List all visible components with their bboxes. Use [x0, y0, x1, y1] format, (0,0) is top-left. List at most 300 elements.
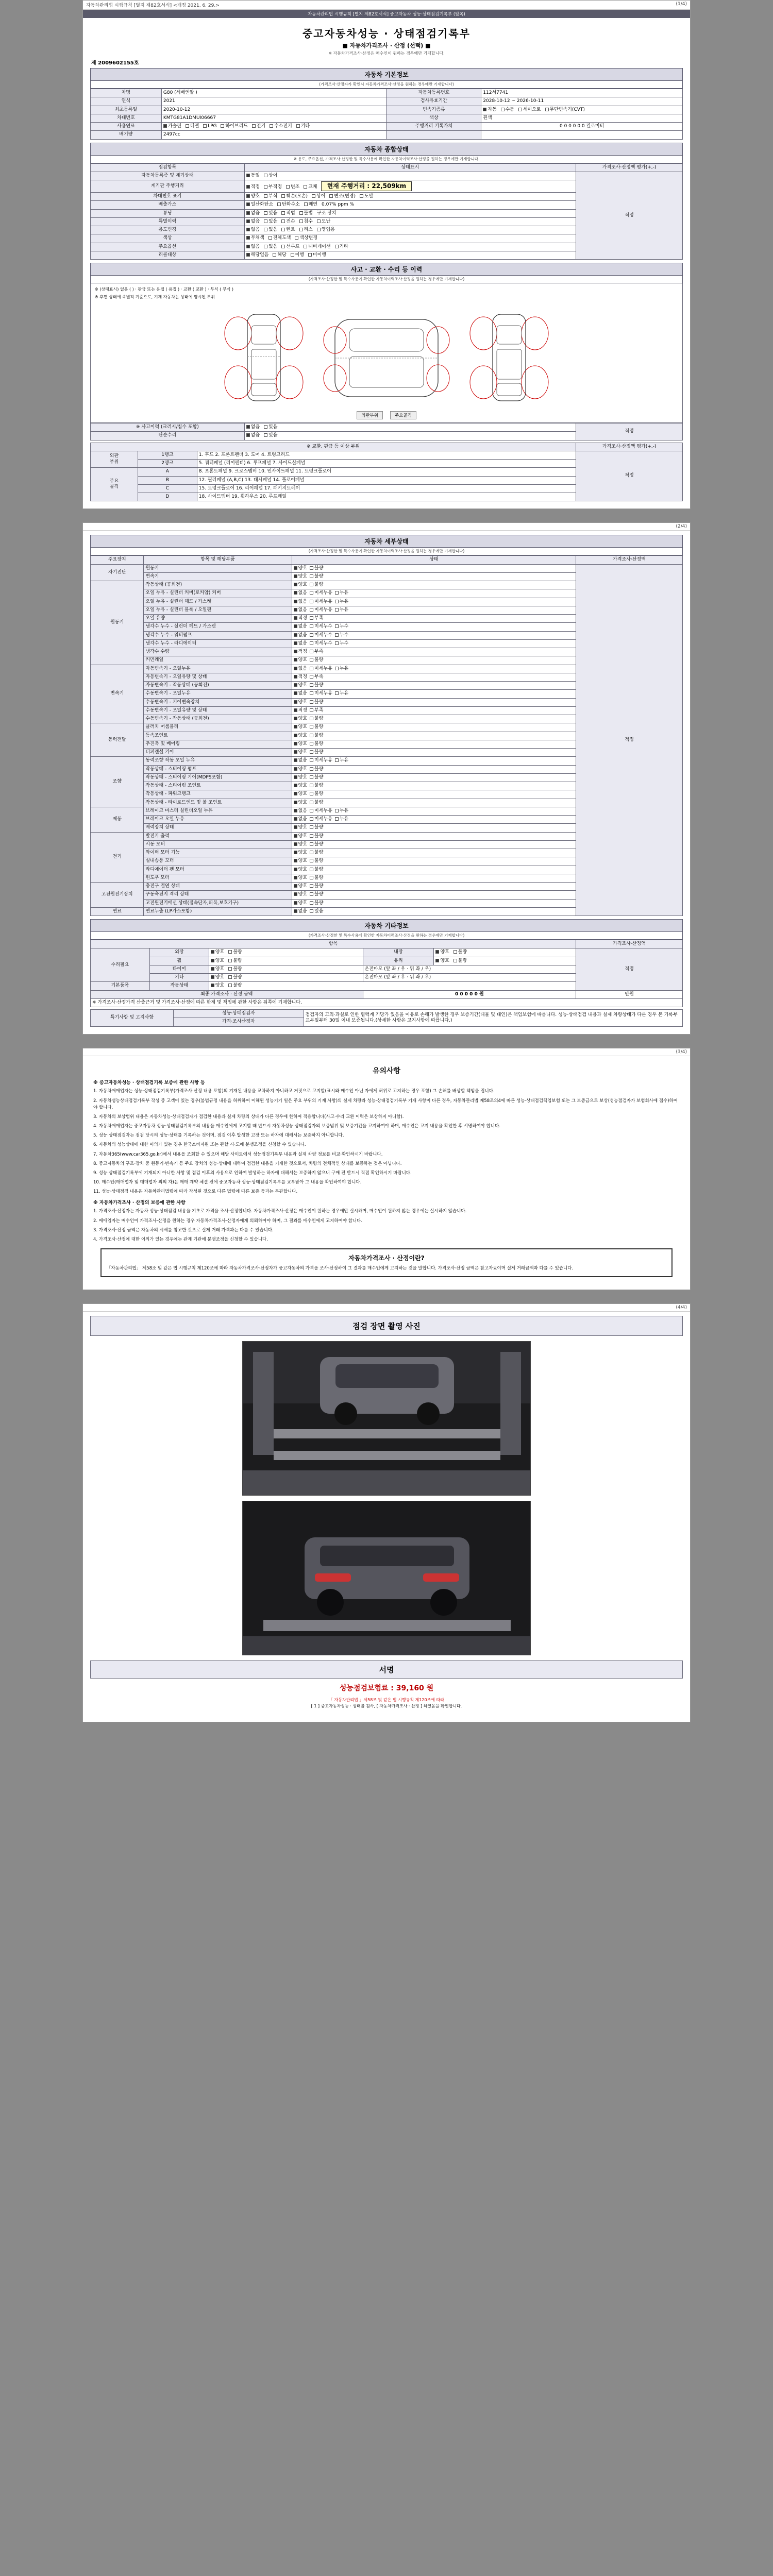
checkbox-option[interactable]: 불량 — [310, 724, 323, 730]
checkbox-option[interactable]: 불량 — [310, 884, 323, 889]
checkbox-option[interactable]: 있음 — [310, 909, 323, 914]
row-label: 수동변속기 - 작동상태 (공회전) — [144, 715, 292, 723]
tuning-note: 구조 장치 — [316, 210, 337, 216]
checkbox-option[interactable]: 미세누유 — [310, 758, 332, 764]
checkbox-option[interactable]: 내비게이션 — [304, 244, 330, 250]
checkbox-option[interactable]: 불량 — [228, 983, 242, 989]
page-subtitle: ■ 자동차가격조사 · 산정 (선택) ■ — [342, 42, 431, 49]
car-top-diagram — [320, 305, 453, 408]
checkbox-option[interactable]: 양호 — [294, 750, 307, 755]
checkbox-option[interactable]: 색상변경 — [295, 235, 317, 241]
checkbox-option[interactable]: 리스 — [299, 227, 313, 233]
checkbox-option[interactable]: 없음 — [294, 641, 307, 647]
checkbox-option[interactable]: 미세누수 — [310, 624, 332, 630]
row-options — [292, 757, 576, 765]
row-label: 와이퍼 모터 기능 — [144, 849, 292, 857]
checkbox-option[interactable]: 가솔린 — [163, 124, 181, 129]
checkbox-option[interactable]: 해당없음 — [246, 252, 269, 258]
row-label: 작동상태 - 타이로드엔드 및 볼 조인트 — [144, 799, 292, 807]
row-options — [292, 857, 576, 866]
row-options — [292, 581, 576, 589]
checkbox-option[interactable]: 불량 — [310, 800, 323, 806]
checkbox-option[interactable]: 없음 — [294, 758, 307, 764]
checkbox-option[interactable]: 양호 — [294, 783, 307, 789]
checkbox-option[interactable]: 적정 — [294, 674, 307, 680]
section-overall-band: 자동차 종합상태 — [90, 143, 683, 156]
checkbox-option[interactable]: 불량 — [310, 750, 323, 755]
checkbox-option[interactable]: 없음 — [246, 211, 260, 216]
checkbox-option[interactable]: 양호 — [294, 867, 307, 873]
checkbox-option[interactable]: 수소전기 — [270, 124, 292, 129]
row-options — [244, 243, 576, 251]
row-options — [292, 807, 576, 815]
checkbox-option[interactable]: 불량 — [310, 842, 323, 848]
checkbox-option[interactable]: 미세누유 — [310, 691, 332, 697]
group-label: 동력전달 — [91, 723, 144, 757]
checkbox-option[interactable]: 디젤 — [186, 124, 199, 129]
checkbox-option[interactable]: 없음 — [294, 633, 307, 638]
row-label: 브레이크 마스터 실린더오일 누유 — [144, 807, 292, 815]
table-row — [91, 998, 683, 1007]
checkbox-option[interactable]: 교체 — [304, 184, 317, 190]
row-label: 주요옵션 — [91, 243, 245, 251]
row-label: 타이어 — [149, 965, 209, 973]
notice-body — [90, 1080, 683, 1244]
field-label: 변속기종류 — [386, 106, 481, 114]
checkbox-option[interactable]: 하이브리드 — [221, 124, 247, 129]
checkbox-option[interactable]: 누수 — [335, 633, 348, 638]
parts-list: 12. 필러패널 (A,B,C) 13. 대시패널 14. 플로어패널 — [197, 476, 576, 484]
row-label: 추진축 및 베어링 — [144, 740, 292, 748]
checkbox-option[interactable]: 미세누수 — [310, 633, 332, 638]
checkbox-option[interactable]: 누유 — [335, 666, 348, 672]
section-overall-note: ※ 용도, 주요옵션, 가격조사·산정한 및 특수사용에 확인한 자동차이력조사·산정을 원하는 경우에만 기재합니다. — [90, 156, 683, 163]
checkbox-option[interactable]: 양호 — [246, 194, 260, 199]
checkbox-option[interactable]: 양호 — [211, 958, 224, 964]
checkbox-option[interactable]: 전기 — [252, 124, 265, 129]
notice-item: 3. 가격조사·산정 금액은 자동차의 시세를 참고한 것으로 실제 거래 가격과는 다를 수 있습니다. — [93, 1227, 274, 1233]
notice-title: 유의사항 — [372, 1066, 401, 1075]
checkbox-option[interactable]: 자동 — [483, 107, 496, 113]
grade-label: 2랭크 — [138, 460, 197, 468]
checkbox-option[interactable]: 양호 — [294, 892, 307, 897]
col-header: 점검항목 — [91, 163, 245, 172]
checkbox-option[interactable]: 없음 — [294, 607, 307, 613]
checkbox-option[interactable]: 누수 — [335, 641, 348, 647]
page-1-topbar — [83, 1, 690, 10]
checkbox-option[interactable]: 불량 — [310, 834, 323, 839]
row-label: 작동상태 - 스티어링 기어(MDPS포함) — [144, 773, 292, 782]
checkbox-option[interactable]: 없음 — [294, 590, 307, 596]
row-options — [292, 698, 576, 706]
col-header: 항목 및 해당부품 — [144, 556, 292, 564]
checkbox-option[interactable]: 있음 — [264, 425, 277, 430]
checkbox-option[interactable]: 있음 — [264, 219, 277, 225]
checkbox-option[interactable]: 양호 — [294, 884, 307, 889]
col-header: 가격조사·산정액 — [576, 556, 683, 564]
row-label: 냉각수 누수 - 실린더 헤드 / 가스켓 — [144, 623, 292, 631]
field-label: 주행거리 기록가치 — [386, 123, 481, 131]
row-label: 고전원전기배선 상태(접속단자,피복,보호기구) — [144, 899, 292, 907]
checkbox-option[interactable]: 양호 — [294, 875, 307, 881]
checkbox-option[interactable]: 무채색 — [246, 235, 264, 241]
row-label: ※ 사고이력 (크러시/침수 포함) — [91, 423, 245, 432]
row-label: 단순수리 — [91, 432, 245, 440]
checkbox-option[interactable]: 없음 — [246, 425, 260, 430]
checkbox-option[interactable]: 불량 — [310, 783, 323, 789]
row-label: 내장 — [363, 948, 434, 957]
row-label: 브레이크 오일 누유 — [144, 816, 292, 824]
checkbox-option[interactable]: 불량 — [228, 967, 242, 972]
checkbox-option[interactable]: 양호 — [294, 657, 307, 663]
row-options — [292, 682, 576, 690]
basic-info-table — [90, 89, 683, 140]
checkbox-option[interactable]: 양호 — [211, 983, 224, 989]
checkbox-option[interactable]: 있음 — [264, 244, 277, 250]
checkbox-option[interactable]: 기타 — [296, 124, 310, 129]
checkbox-option[interactable]: 부족 — [310, 708, 323, 714]
checkbox-option[interactable]: 양호 — [294, 825, 307, 831]
row-label: 발전기 출력 — [144, 832, 292, 840]
checkbox-option[interactable]: 적정 — [294, 708, 307, 714]
checkbox-option[interactable]: 불량 — [310, 657, 323, 663]
row-options — [292, 631, 576, 639]
notice-item: 9. 성능·상태점검기록부에 기재되지 아니한 사항 및 점검 이후의 사용으로 인하여 발생하는 하자에 대해서는 보증하지 않으니 구매 전 반드시 직접 확인하시기 바랍니다. — [93, 1170, 412, 1176]
checkbox-option[interactable]: 불량 — [310, 775, 323, 781]
page-3 — [82, 1048, 691, 1290]
checkbox-option[interactable]: 양호 — [294, 858, 307, 864]
row-label: 수동변속기 - 오일유량 및 상태 — [144, 706, 292, 715]
checkbox-option[interactable]: 없음 — [246, 433, 260, 438]
checkbox-option[interactable]: 세미오토 — [518, 107, 541, 113]
eval-value: 적정 — [576, 564, 683, 916]
field-value: 0 0 0 0 0 0 킬로미터 — [481, 123, 683, 131]
checkbox-option[interactable]: 양호 — [294, 767, 307, 772]
page-mark-1: (1/4) — [676, 2, 687, 7]
checkbox-option[interactable]: 불량 — [310, 683, 323, 688]
checkbox-option[interactable]: 양호 — [211, 975, 224, 980]
total-label: 최종 가격조사 · 산정 금액 — [91, 990, 363, 998]
row-options — [292, 740, 576, 748]
checkbox-option[interactable]: 전체도색 — [268, 235, 291, 241]
checkbox-option[interactable]: 불량 — [310, 867, 323, 873]
checkbox-option[interactable]: 없음 — [294, 624, 307, 630]
notice-item: 10. 매수인(매매업자 및 매매업자 외의 자)은 매매 계약 체결 전에 중고자동차 성능·상태점검기록부를 교부받아 그 내용을 확인하여야 합니다. — [93, 1180, 362, 1185]
group-label: 수리필요 — [91, 948, 150, 982]
checkbox-option[interactable]: 적정 — [294, 649, 307, 655]
field-value: 112서7741 — [481, 89, 683, 97]
row-options — [209, 957, 363, 965]
row-options — [209, 982, 576, 990]
table-row — [91, 172, 683, 180]
table-row — [91, 990, 683, 998]
checkbox-option[interactable]: 도말 — [360, 194, 373, 199]
row-label: 디퍼렌셜 기어 — [144, 749, 292, 757]
row-label: 냉각수 수량 — [144, 648, 292, 656]
checkbox-option[interactable]: 불법 — [299, 211, 313, 216]
row-label: 동력조향 작동 오일 누유 — [144, 757, 292, 765]
checkbox-option[interactable]: 누유 — [335, 590, 348, 596]
notice-item: 2. 자동차성능상태점검기록부 작성 중 고객이 있는 경우(불법규정 내용을 허위하여 이해된 성능기기 일은 주요 부위의 기재 사항)의 실제 차량과 성능·상태점검기록부 기재 사항이 다른 경우, 자동차관리법 제58조의4에 따른 성능·상태점검책임보험 또는 그 보증금으로 보상(성능점검자가 보험회사에 접수)하여야 합니다. — [93, 1098, 678, 1110]
checkbox-option[interactable]: 부족 — [310, 674, 323, 680]
eval-value: 적정 — [576, 423, 683, 440]
row-options — [209, 948, 363, 957]
checkbox-option[interactable]: 선루프 — [281, 244, 299, 250]
checkbox-option[interactable]: 양호 — [435, 950, 449, 955]
row-options — [292, 673, 576, 681]
checkbox-option[interactable]: 영업용 — [317, 227, 335, 233]
checkbox-option[interactable]: 미세누유 — [310, 599, 332, 605]
checkbox-option[interactable]: 누유 — [335, 808, 348, 814]
checkbox-option[interactable]: 불량 — [310, 733, 323, 739]
notice-item: 6. 자동차의 성능상태에 대한 이의가 있는 경우 한국소비자원 또는 관할 시·도에 분쟁조정을 신청할 수 있습니다. — [93, 1142, 306, 1148]
inspection-photo-rear — [242, 1501, 531, 1655]
field-label: 색상 — [386, 114, 481, 122]
checkbox-option[interactable]: 전손 — [281, 219, 295, 225]
checkbox-option[interactable]: 양호 — [211, 967, 224, 972]
checkbox-option[interactable]: 있음 — [264, 433, 277, 438]
emission-values: 0.07% ppm % — [322, 202, 355, 208]
notice-item: 2. 매매업자는 매수인이 가격조사·산정을 원하는 경우 자동차가격조사·산정자에게 의뢰하여야 하며, 그 결과를 매수인에게 고지하여야 합니다. — [93, 1218, 363, 1224]
section-accident-band: 사고 · 교환 · 수리 등 이력 — [90, 263, 683, 276]
checkbox-option[interactable]: 양호 — [294, 566, 307, 571]
checkbox-option[interactable]: 양호 — [294, 850, 307, 856]
checkbox-option[interactable]: 양호 — [211, 950, 224, 955]
checkbox-option[interactable]: 미세누유 — [310, 808, 332, 814]
checkbox-option[interactable]: 불량 — [310, 850, 323, 856]
detail-state-table — [90, 555, 683, 916]
checkbox-option[interactable]: 양호 — [294, 842, 307, 848]
checkbox-option[interactable]: 상이 — [264, 173, 277, 179]
checkbox-option[interactable]: 불량 — [310, 858, 323, 864]
row-label: 원동기 — [144, 564, 292, 572]
page-2-topbar — [83, 523, 690, 531]
fee-value: 39,160 원 — [396, 1684, 434, 1692]
total-note: ※ 가격조사·산정가격 산출근거 및 가격조사·산정에 따른 한계 및 책임에 관한 사항은 뒤쪽에 기재합니다. — [91, 998, 683, 1007]
checkbox-option[interactable]: 적정 — [294, 616, 307, 621]
section-detail-band: 자동차 세부상태 — [90, 535, 683, 548]
checkbox-option[interactable]: 침수 — [299, 219, 313, 225]
checkbox-option[interactable]: 불량 — [310, 767, 323, 772]
checkbox-option[interactable]: 누유 — [335, 691, 348, 697]
notice-item: 8. 중고자동차의 구조·장치 중 원동기·변속기 등 주요 장치의 성능·상태에 대하여 점검한 내용을 기재한 것으로서, 차량의 전체적인 상태를 보증하는 것은 아닙니다. — [93, 1161, 402, 1166]
row-label: 변속기 — [144, 572, 292, 581]
page-2 — [82, 522, 691, 1034]
signer-label: 가격·조사산정자 — [173, 1018, 304, 1026]
row-options — [292, 732, 576, 740]
page-4-topbar — [83, 1304, 690, 1312]
checkbox-option[interactable]: 양호 — [294, 901, 307, 906]
signature-table — [90, 1009, 683, 1027]
checkbox-option[interactable]: 없음 — [246, 227, 260, 233]
checkbox-option[interactable]: 누유 — [335, 607, 348, 613]
row-label: 오일 누유 - 실린더 블록 / 오일팬 — [144, 606, 292, 614]
checkbox-option[interactable]: 누유 — [335, 817, 348, 822]
checkbox-option[interactable]: 양호 — [435, 958, 449, 964]
field-label: 자동차등록번호 — [386, 89, 481, 97]
checkbox-option[interactable]: 없음 — [246, 244, 260, 250]
page-1 — [82, 0, 691, 509]
page-subtitle-note: ※ 자동차가격조사·산정은 매수인이 원하는 경우에만 기재합니다. — [328, 51, 445, 56]
checkbox-option[interactable]: 렌트 — [281, 227, 295, 233]
checkbox-option[interactable]: 없음 — [294, 691, 307, 697]
checkbox-option[interactable]: 양호 — [294, 724, 307, 730]
row-options — [434, 957, 576, 965]
row-label: 작동상태 (공회전) — [144, 581, 292, 589]
row-options — [292, 883, 576, 891]
checkbox-option[interactable]: 불량 — [310, 574, 323, 580]
checkbox-option[interactable]: 미세누유 — [310, 666, 332, 672]
checkbox-option[interactable]: 없음 — [294, 909, 307, 914]
checkbox-option[interactable]: 미세누유 — [310, 817, 332, 822]
checkbox-option[interactable]: 있음 — [264, 227, 277, 233]
checkbox-option[interactable]: 변조(변경) — [329, 194, 356, 199]
checkbox-option[interactable]: 불량 — [310, 825, 323, 831]
group-label: 고전원전기장치 — [91, 883, 144, 908]
checkbox-option[interactable]: 양호 — [294, 791, 307, 797]
row-label: 작동상태 - 스티어링 펌프 — [144, 765, 292, 773]
checkbox-option[interactable]: 불량 — [310, 582, 323, 588]
row-options — [292, 907, 576, 916]
checkbox-option[interactable]: 수동 — [501, 107, 514, 113]
checkbox-option[interactable]: 누유 — [335, 758, 348, 764]
signature-band: 서명 — [90, 1660, 683, 1679]
row-options — [292, 840, 576, 849]
checkbox-option[interactable]: 불량 — [228, 958, 242, 964]
checkbox-option[interactable]: 없음 — [294, 817, 307, 822]
row-options — [292, 899, 576, 907]
checkbox-option[interactable]: 불량 — [310, 892, 323, 897]
checkbox-option[interactable]: 불량 — [310, 875, 323, 881]
checkbox-option[interactable]: 동일 — [246, 173, 260, 179]
notice-item: 1. 가격조사·산정자는 자동차 성능·상태점검 내용을 기초로 가격을 조사·산정합니다. 자동차가격조사·산정은 매수인이 원하는 경우에만 실시하며, 매수인이 원하지 않는 경우에는 실시하지 않습니다. — [93, 1209, 467, 1214]
section-other-note: (가격조사·산정한 및 특수사용에 확인한 자동차이력조사·산정을 원하는 경우에만 기재합니다) — [90, 932, 683, 940]
checkbox-option[interactable]: 훼손(오손) — [281, 194, 308, 199]
parts-list: 1. 후드 2. 프론트펜더 3. 도어 4. 트렁크리드 — [197, 451, 576, 459]
checkbox-option[interactable]: 기타 — [335, 244, 348, 250]
group-label: 조향 — [91, 757, 144, 807]
notice-item: 7. 자동차365(www.car365.go.kr)에서 내용을 조회할 수 있으며 해당 사이트에서 성능점검기록부 내용과 실제 차량 정보를 비교·확인하시기 바랍니다. — [93, 1151, 383, 1157]
page-title: 중고자동차성능 · 상태점검기록부 — [302, 27, 470, 40]
checkbox-option[interactable]: 불량 — [310, 741, 323, 747]
legend-main-frame: 주요골격 — [390, 411, 416, 419]
checkbox-option[interactable]: 불량 — [453, 950, 467, 955]
checkbox-option[interactable]: 적법 — [281, 211, 295, 216]
checkbox-option[interactable]: 불량 — [310, 700, 323, 705]
tire-wear: 온전마모 (앞 좌 / 우 · 뒤 좌 / 우) — [363, 965, 576, 973]
grade-label: 1랭크 — [138, 451, 197, 459]
checkbox-option[interactable]: 양호 — [294, 733, 307, 739]
checkbox-option[interactable]: 일산화탄소 — [246, 202, 273, 208]
checkbox-option[interactable]: 해당 — [273, 252, 286, 258]
checkbox-option[interactable]: 불량 — [228, 950, 242, 955]
row-options — [209, 974, 363, 982]
checkbox-option[interactable]: 부적정 — [264, 184, 282, 190]
overall-state-table — [90, 163, 683, 260]
checkbox-option[interactable]: 누수 — [335, 624, 348, 630]
row-label: 용도변경 — [91, 226, 245, 234]
row-label: 계기판 주행거리 — [91, 180, 245, 193]
eval-value: 적정 — [576, 172, 683, 259]
checkbox-option[interactable]: 양호 — [294, 700, 307, 705]
checkbox-option[interactable]: 적정 — [246, 184, 260, 190]
car-front-diagram — [217, 305, 310, 408]
row-label: 휠 — [149, 957, 209, 965]
checkbox-option[interactable]: 미세누수 — [310, 641, 332, 647]
checkbox-option[interactable]: 불량 — [453, 958, 467, 964]
checkbox-option[interactable]: 부족 — [310, 649, 323, 655]
checkbox-option[interactable]: 매연 — [304, 202, 317, 208]
checkbox-option[interactable]: 없음 — [294, 808, 307, 814]
parts-list: 5. 쿼터패널 (리어펜더) 6. 루프패널 7. 사이드실패널 — [197, 460, 576, 468]
row-options — [292, 816, 576, 824]
page-3-topbar — [83, 1048, 690, 1056]
checkbox-option[interactable]: LPG — [203, 124, 216, 129]
group-label: 연료 — [91, 907, 144, 916]
photo-lift-svg — [243, 1342, 531, 1496]
checkbox-option[interactable]: 있음 — [264, 211, 277, 216]
fee-label: 성능점검보험료 : — [339, 1684, 394, 1692]
checkbox-option[interactable]: 양호 — [294, 683, 307, 688]
row-label: 커먼레일 — [144, 656, 292, 665]
row-options — [292, 782, 576, 790]
checkbox-option[interactable]: 양호 — [294, 741, 307, 747]
checkbox-option[interactable]: 누유 — [335, 599, 348, 605]
checkbox-option[interactable]: 부족 — [310, 616, 323, 621]
insurance-text: 점검자의 고의·과실로 인한 협력계 기망가 있음을 이유로 손해가 발생한 경우 보증기간(대물 및 대인)은 책임보험에 따릅니다. 성능·상태점검 내용과 실제 차량상태가 다른 경우 본 기록부 교부일부터 30일 이내 보증됩니다.(상세한 사항은 고지사항에 따릅니다.) — [304, 1010, 682, 1027]
checkbox-option[interactable]: 불량 — [228, 975, 242, 980]
notice-item: 4. 가격조사·산정에 대한 이의가 있는 경우에는 관계 기관에 분쟁조정을 신청할 수 있습니다. — [93, 1236, 268, 1242]
col-header: 주요장치 — [91, 556, 144, 564]
checkbox-option[interactable]: 없음 — [294, 599, 307, 605]
checkbox-option[interactable]: 불량 — [310, 901, 323, 906]
parts-list: 18. 사이드멤버 19. 휠하우스 20. 루프레일 — [197, 493, 576, 501]
checkbox-option[interactable]: 미세누유 — [310, 607, 332, 613]
checkbox-option[interactable]: 불량 — [310, 566, 323, 571]
checkbox-option[interactable]: 없음 — [294, 666, 307, 672]
checkbox-option[interactable]: 양호 — [294, 582, 307, 588]
row-options — [292, 849, 576, 857]
checkbox-option[interactable]: 양호 — [294, 716, 307, 722]
row-label: 배력장치 상태 — [144, 824, 292, 832]
row-options — [292, 572, 576, 581]
table-header-row — [91, 163, 683, 172]
checkbox-option[interactable]: 이행 — [291, 252, 304, 258]
row-options — [292, 656, 576, 665]
checkbox-option[interactable]: 양호 — [294, 775, 307, 781]
checkbox-option[interactable]: 양호 — [294, 834, 307, 839]
field-label: 최초등록일 — [91, 106, 162, 114]
checkbox-option[interactable]: 도난 — [317, 219, 330, 225]
checkbox-option[interactable]: 미이행 — [308, 252, 326, 258]
checkbox-option[interactable]: 양호 — [294, 574, 307, 580]
checkbox-option[interactable]: 불량 — [310, 791, 323, 797]
checkbox-option[interactable]: 무단변속기(CVT) — [545, 107, 585, 113]
page-mark-4: (4/4) — [676, 1304, 687, 1310]
col-header: ※ 교환, 판금 등 이상 부위 — [91, 443, 576, 451]
checkbox-option[interactable]: 불량 — [310, 716, 323, 722]
checkbox-option[interactable]: 탄화수소 — [277, 202, 300, 208]
checkbox-option[interactable]: 상이 — [312, 194, 325, 199]
group-label: 전기 — [91, 832, 144, 883]
checkbox-option[interactable]: 양호 — [294, 800, 307, 806]
checkbox-option[interactable]: 부식 — [264, 194, 277, 199]
checkbox-option[interactable]: 없음 — [246, 219, 260, 225]
checkbox-option[interactable]: 변조 — [286, 184, 299, 190]
row-options — [292, 832, 576, 840]
checkbox-option[interactable]: 미세누유 — [310, 590, 332, 596]
photo-rear-svg — [243, 1501, 531, 1655]
